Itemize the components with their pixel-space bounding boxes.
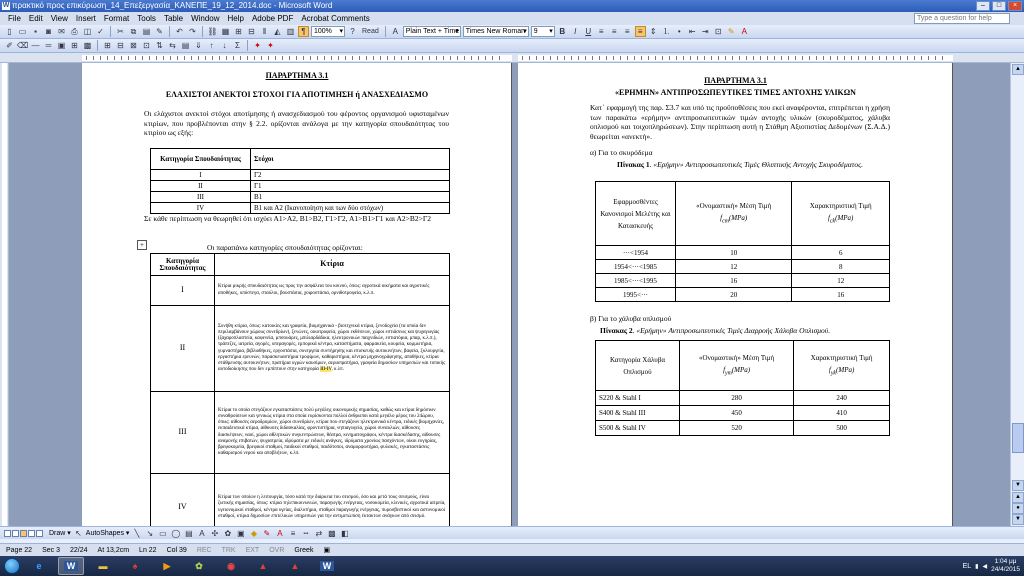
table1-caption-bold: Πίνακας 1 <box>616 160 650 169</box>
status-ovr[interactable]: OVR <box>269 546 285 554</box>
font-combo[interactable]: Times New Roman ▾ <box>463 26 529 37</box>
menu-file[interactable]: File <box>8 14 21 23</box>
highlighted-text: ΙΙΙ-IV <box>320 367 332 373</box>
chrome-taskbar-icon[interactable]: ◉ <box>227 560 235 571</box>
table-row <box>151 170 450 181</box>
table-cell: IV <box>151 203 251 214</box>
status-ext[interactable]: EXT <box>245 546 260 554</box>
left-page-subtitle: ΕΛΑΧΙΣΤΟΙ ΑΝΕΚΤΟΙ ΣΤΟΧΟΙ ΓΙΑ ΑΠΟΤΙΜΗΣΗ ή ΑΝΑΣΧΕΔΙΑΣΜΟ <box>165 90 429 99</box>
formula-subscript: yk <box>830 370 837 377</box>
outside-border-icon[interactable]: ⊞ <box>71 41 78 50</box>
web-view-icon[interactable] <box>12 530 19 537</box>
clock-time: 1:04 μμ <box>994 558 1017 565</box>
word-taskbar-icon[interactable]: W <box>58 557 84 575</box>
toolbar-separator <box>97 40 98 51</box>
table-row <box>151 192 450 203</box>
table-row <box>596 406 890 421</box>
status-page-count: 22/24 <box>70 546 88 554</box>
menu-format[interactable]: Format <box>103 14 130 23</box>
table-cell: 410 <box>794 406 890 421</box>
textbox-icon[interactable]: ▤ <box>185 528 193 538</box>
table-cell: 6 <box>792 246 890 260</box>
toolbar-separator <box>247 40 248 51</box>
table-cell: 1995<··· <box>596 288 676 302</box>
print-icon[interactable]: ⎙ <box>71 26 78 36</box>
unknown-app-taskbar-icon[interactable]: ✿ <box>195 560 203 571</box>
scroll-thumb[interactable] <box>1012 423 1024 453</box>
right-page-subtitle: «ΕΡΗΜΗΝ» ΑΝΤΙΠΡΟΣΩΠΕΥΤΙΚΕΣ ΤΙΜΕΣ ΑΝΤΟΧΗΣ ΥΛΙΚΩΝ <box>615 88 856 97</box>
network-icon[interactable]: ▮ <box>975 563 979 570</box>
autoshapes-menu-button[interactable]: AutoShapes ▾ <box>85 530 130 537</box>
header-text: «Ονομαστική» Μέση Τιμή <box>699 353 775 362</box>
menu-acrobat-comments[interactable]: Acrobat Comments <box>301 14 370 23</box>
categories-table <box>150 253 450 526</box>
header-text: «Ονομαστική» Μέση Τιμή <box>696 201 772 210</box>
read-button[interactable]: Read <box>362 28 379 35</box>
menu-view[interactable]: View <box>50 14 68 23</box>
status-rec[interactable]: REC <box>196 546 212 554</box>
cut-icon[interactable]: ✂ <box>117 27 124 36</box>
table-row <box>596 274 890 288</box>
table-row <box>596 182 890 246</box>
category-ii-text-end: , κ.λπ. <box>331 367 344 373</box>
table-cell: III <box>151 392 215 474</box>
table2-caption-bold: Πίνακας 2 <box>600 326 633 335</box>
table-row <box>151 306 450 392</box>
italic-icon[interactable]: I <box>574 27 577 36</box>
table-cell: 1954<···<1985 <box>596 260 676 274</box>
paste-icon[interactable]: ▤ <box>142 27 151 36</box>
toolbar-separator <box>385 26 386 37</box>
table-row <box>151 392 450 474</box>
formula <box>828 365 855 377</box>
numbering-icon[interactable]: ⒈ <box>662 27 671 36</box>
table-cell: Γ2 <box>251 170 450 181</box>
table-cell: 12 <box>792 274 890 288</box>
right-page-title: ΠΑΡΑΡΤΗΜΑ 3.1 <box>704 76 767 85</box>
concrete-section-label: α) Για το σκυρόδεμα <box>590 148 653 157</box>
scroll-down-icon[interactable]: ▼ <box>1012 480 1024 491</box>
table-cell: Κτίρια μικρής σπουδαιότητας ως προς την ασφάλεια του κοινού, όπως: αγροτικά οικήματα και αγροτικές αποθήκες, υπόστεγα, σταύλοι, βουστάσια, χοιροστάσια, ορνιθοτροφεία, κ.λ.π. <box>215 276 450 306</box>
autoformat-icon[interactable]: ▤ <box>181 41 190 50</box>
document-map-icon[interactable]: ▥ <box>286 27 295 36</box>
table-cell: Γ1 <box>251 181 450 192</box>
reading-view-icon[interactable] <box>36 530 43 537</box>
font-color-icon[interactable]: A <box>277 528 283 538</box>
right-page-intro: Κατ΄ εφαρμογή της παρ. Σ3.7 και υπό τις προϋποθέσεις που εκεί αναφέρονται, επιτρέπεται η χρήση των παρακάτω «ερήμην» αντιπροσωπευτικών τιμών αντοχής υλικών (σκυροδέματος, χάλυβα οπλισμού και τοιχοπληρώσεων). Στην περίπτωση αυτή η Στάθμη Αξιοπιστίας Δεδομένων (Σ.Α.Δ.) θεωρείται «ανεκτή». <box>590 103 890 141</box>
dash-style-icon[interactable]: ┅ <box>303 528 309 538</box>
table-cell: Β1 και Α2 (Ικανοποίηση και των δύο στόχων) <box>251 203 450 214</box>
highlight-icon[interactable]: ✎ <box>727 27 735 36</box>
input-language[interactable]: EL <box>962 562 972 570</box>
table-cell: S400 & Stahl III <box>596 406 680 421</box>
vertical-ruler[interactable] <box>0 63 9 526</box>
print-view-icon[interactable] <box>20 530 27 537</box>
table-cell: 500 <box>794 421 890 436</box>
split-cells-icon[interactable]: ⊠ <box>130 41 137 50</box>
autosum-icon[interactable]: Σ <box>235 41 240 50</box>
underline-icon[interactable]: U <box>585 27 592 36</box>
categories-intro: Οι παραπάνω κατηγορίες σπουδαιότητας ορίζονται: <box>207 243 363 252</box>
table-header <box>676 182 792 246</box>
help-icon[interactable]: ? <box>350 27 355 36</box>
draw-menu-button[interactable]: Draw ▾ <box>49 530 71 537</box>
table-row <box>596 260 890 274</box>
inequality-note: Σε κάθε περίπτωση να θεωρηθεί ότι ισχύει Α1>Α2, Β1>Β2, Γ1>Γ2, Α1>Β1>Γ1 και Α2>Β2>Γ2 <box>144 214 431 223</box>
formula-unit: (MPa) <box>836 365 855 374</box>
styles-pane-icon[interactable]: A <box>392 27 398 36</box>
vertical-ruler-page <box>2 63 7 526</box>
menu-table[interactable]: Table <box>163 14 184 23</box>
distribute-rows-icon[interactable]: ⇅ <box>156 41 163 50</box>
next-page-icon[interactable]: ▼ <box>1012 514 1024 525</box>
draw-table-icon[interactable]: ✐ <box>6 41 13 50</box>
horizontal-ruler[interactable] <box>0 53 1024 63</box>
targets-table <box>150 148 450 214</box>
diagram-icon[interactable]: ✣ <box>211 528 219 538</box>
table-row <box>596 391 890 406</box>
formula-symbol: f <box>827 213 830 222</box>
line-weight-icon[interactable]: ═ <box>45 41 52 50</box>
tables-toolbar <box>0 39 1024 53</box>
align-center-icon[interactable]: ≡ <box>611 27 617 36</box>
arrow-icon[interactable]: ↘ <box>146 528 154 538</box>
pdf-taskbar-icon[interactable]: ▲ <box>258 561 268 571</box>
table-row <box>151 149 450 170</box>
menu-tools[interactable]: Tools <box>137 14 156 23</box>
table-row <box>151 181 450 192</box>
formula <box>827 213 854 225</box>
drawing-icon[interactable]: ◭ <box>274 27 281 36</box>
table-cell: 20 <box>676 288 792 302</box>
formula-unit: (MPa) <box>728 213 748 222</box>
close-button[interactable]: × <box>1008 1 1022 11</box>
table-cell: I <box>151 276 215 306</box>
vertical-scrollbar[interactable] <box>1010 63 1024 526</box>
status-line: Ln 22 <box>139 546 157 554</box>
table-cell: III <box>151 192 251 203</box>
scroll-up-icon[interactable]: ▲ <box>1012 64 1024 75</box>
word-app-icon[interactable]: W <box>2 2 10 9</box>
bullets-icon[interactable]: • <box>677 27 681 36</box>
align-right-icon[interactable]: ≡ <box>624 27 630 36</box>
table-row <box>596 421 890 436</box>
ie-taskbar-icon[interactable]: e <box>36 561 42 571</box>
table-row <box>596 288 890 302</box>
sort-ascending-icon[interactable]: ↑ <box>209 41 214 50</box>
table-cell: ···<1954 <box>596 246 676 260</box>
table-cell: II <box>151 181 251 192</box>
media-player-taskbar-icon[interactable]: ▶ <box>163 560 171 571</box>
table2-caption <box>600 326 900 336</box>
left-page[interactable] <box>82 63 512 526</box>
fill-color-icon[interactable]: ◆ <box>250 528 257 538</box>
shading-icon[interactable]: ▩ <box>83 41 92 50</box>
insert-table-icon[interactable]: ⊞ <box>104 41 111 50</box>
table1-caption <box>590 160 890 170</box>
copy-icon[interactable]: ⧉ <box>130 26 137 36</box>
table-cell: 16 <box>792 288 890 302</box>
table-row <box>151 203 450 214</box>
justify-icon[interactable]: ≡ <box>635 26 646 37</box>
table-cell: 16 <box>676 274 792 288</box>
outline-view-icon[interactable] <box>28 530 35 537</box>
table-cell: S500 & Stahl IV <box>596 421 680 436</box>
category-ii-text: Συνήθη κτίρια, όπως: κατοικίες και γραφεία, βιομηχανικά - βιοτεχνικά κτίρια, ξενοδοχεία (τα οποία δεν περιλαμβάνουν χώρους συνεδρίων), ξενώνες, οικοτροφεία, χώροι εκθέσεων, χώροι εστιάσεως και ψυχαγωγίας (ζαχαροπλαστεία, καφενεία, μπσουάρες, μπιλιαρδάδικα, ηλεκτρονικών παιχνιδιών, εστιατόρια, μπαρ, κ.λ.π.), τράπεζες, ιατρεία, αγορές, υπεραγορές, εμπορικά κέντρα, καταστήματα, φαρμακεία, κουρεία, κομμωτήρια, γυμναστήρια, βιβλιοθήκες, εργοστάσια, συνεργεία συντήρησης και επισκευής αυτοκινήτων, βαφεία, ξυλουργεία, εργαστήρια ερευνών, παρασκευαστήρια τροφίμων, καθαριστήρια, κέντρα μηχανογράφησης, αποθήκες, κτίρια στάθμευσης αυτοκινήτων, πρατήρια υγρών καυσίμων, αεριοπρατήρια, γραφεία δημοσίων υπηρεσιών και τοπικής αυτοδιοίκησης που δεν εμπίπτουν στην κατηγορία <box>218 323 446 373</box>
line-spacing-icon[interactable]: ⇕ <box>649 27 657 36</box>
status-trk[interactable]: TRK <box>221 546 236 554</box>
table-cell: Κτίρια των οποίων η λειτουργία, τόσο κατά την διάρκεια του σεισμού, όσο και μετά τους σεισμούς, είναι ζωτικής σημασίας, όπως: κτίρια τηλεπικοινωνιών, παραγωγής ενέργειας, νοσοκομεία, κλινικές, αγροτικά ιατρεία, υγειονομικοί σταθμοί, κέντρα υγείας, διαλυτήρια, σταθμοί παραγωγής ενέργειας, πυροσβεστικοί και αστυνομικοί σταθμοί, κτίρια δημοσίων επιτελικών υπηρεσιών για την αντιμετώπιση έκτακτων ανάγκων από σεισμό. <box>215 474 450 527</box>
table-row <box>596 341 890 391</box>
decrease-indent-icon[interactable]: ⇤ <box>688 27 696 36</box>
format-painter-icon[interactable]: ✎ <box>156 27 163 36</box>
menu-help[interactable]: Help <box>227 14 244 23</box>
status-column: Col 39 <box>166 546 187 554</box>
table-cell: 520 <box>680 421 794 436</box>
table1-caption-text: . «Ερήμην» Αντιπροσωπευτικές Τιμές Θλιπτικής Αντοχής Σκυροδέματος. <box>649 160 863 169</box>
table2-caption-text: . «Ερήμην» Αντιπροσωπευτικές Τιμές Διαρροής Χάλυβα Οπλισμού. <box>632 326 831 335</box>
table-cell: 12 <box>676 260 792 274</box>
new-document-icon[interactable]: ▯ <box>7 27 12 36</box>
formula <box>723 365 751 377</box>
spelling-icon[interactable]: ✓ <box>97 27 104 36</box>
undo-icon[interactable]: ↶ <box>176 27 183 36</box>
word2-taskbar-icon[interactable]: W <box>314 557 340 575</box>
formula-unit: (MPa) <box>731 365 751 374</box>
status-section: Sec 3 <box>42 546 60 554</box>
acrobat-taskbar-icon[interactable]: ♠ <box>132 561 138 571</box>
normal-view-icon[interactable] <box>4 530 11 537</box>
table-header: Κατηγορία Σπουδαιότητας <box>151 254 215 276</box>
table-cell: 8 <box>792 260 890 274</box>
bold-icon[interactable]: B <box>559 27 566 36</box>
print-preview-icon[interactable]: ◫ <box>83 27 92 36</box>
window-controls <box>976 1 1022 11</box>
table-cell: 10 <box>676 246 792 260</box>
distribute-columns-icon[interactable]: ⇆ <box>169 41 176 50</box>
header-text: Χαρακτηριστική Τιμή <box>809 201 872 210</box>
line-style-icon[interactable]: ≡ <box>290 528 296 538</box>
align-cells-icon[interactable]: ⊡ <box>143 41 150 50</box>
maximize-button[interactable]: □ <box>992 1 1006 11</box>
save-icon[interactable]: ▪ <box>34 27 37 36</box>
system-tray <box>963 556 1020 576</box>
line-style-icon[interactable]: ― <box>31 41 40 50</box>
sort-descending-icon[interactable]: ↓ <box>222 41 227 50</box>
redo-icon[interactable]: ↷ <box>189 27 196 36</box>
table-row <box>151 254 450 276</box>
menu-bar <box>0 12 1024 25</box>
table-cell: 1985<···<1995 <box>596 274 676 288</box>
permission-icon[interactable]: ◙ <box>46 27 51 36</box>
insert-table-icon[interactable]: ⊞ <box>235 27 242 36</box>
tables-borders-icon[interactable]: ▦ <box>221 27 230 36</box>
clock-date: 24/4/2015 <box>991 566 1020 573</box>
3d-style-icon[interactable]: ◧ <box>341 528 349 538</box>
rectangle-icon[interactable]: ▭ <box>159 528 167 538</box>
ruler-ticks <box>522 56 947 60</box>
select-browse-object-icon[interactable]: ● <box>1012 503 1024 514</box>
menu-insert[interactable]: Insert <box>75 14 96 23</box>
menu-edit[interactable]: Edit <box>28 14 43 23</box>
formula-symbol: f <box>828 365 831 374</box>
table-cell: 280 <box>680 391 794 406</box>
table-header <box>792 182 890 246</box>
table-cell: 240 <box>794 391 890 406</box>
select-objects-icon[interactable]: ↖ <box>74 528 82 538</box>
pdf-convert-icon[interactable]: ✦ <box>254 41 261 50</box>
wordart-icon[interactable]: A <box>199 528 205 538</box>
menu-adobe-pdf[interactable]: Adobe PDF <box>251 14 294 23</box>
table-row <box>151 276 450 306</box>
open-folder-icon[interactable]: ▭ <box>18 27 27 36</box>
table-cell: S220 & Stahl I <box>596 391 680 406</box>
header-text: Χαρακτηριστική Τιμή <box>810 353 873 362</box>
concrete-strength-table <box>595 181 890 302</box>
help-search-input[interactable]: Type a question for help <box>914 13 1010 24</box>
formula-subscript: cm <box>722 218 729 225</box>
volume-icon[interactable]: ◀ <box>982 563 988 570</box>
view-buttons <box>4 530 43 537</box>
menu-window[interactable]: Window <box>191 14 220 23</box>
eraser-icon[interactable]: ⌫ <box>16 41 29 50</box>
shadow-style-icon[interactable]: ▩ <box>328 528 336 538</box>
formula-symbol: f <box>720 213 723 222</box>
formula-symbol: f <box>723 365 726 374</box>
table-header: Στόχοι <box>251 149 450 170</box>
previous-page-icon[interactable]: ▲ <box>1012 492 1024 503</box>
toolbar-separator <box>110 26 111 37</box>
explorer-taskbar-icon[interactable]: ▬ <box>98 561 108 571</box>
text-direction-icon[interactable]: ⇓ <box>195 41 202 50</box>
columns-icon[interactable]: ⫴ <box>262 26 267 36</box>
window-title: πρακτικό προς επικύρωση_14_Επεξεργασία_ΚΑΝΕΠΕ_19_12_2014.doc - Microsoft Word <box>12 1 333 10</box>
table-cell: Β1 <box>251 192 450 203</box>
document-area[interactable] <box>9 63 1010 526</box>
drawing-toolbar <box>0 526 1024 539</box>
clipart-icon[interactable]: ✿ <box>224 528 232 538</box>
email-icon[interactable]: ✉ <box>58 27 65 36</box>
align-left-icon[interactable]: ≡ <box>598 27 604 36</box>
table-cell: 450 <box>680 406 794 421</box>
pdf-email-icon[interactable]: ✦ <box>267 41 274 50</box>
table-cell: II <box>151 306 215 392</box>
line-color-icon[interactable]: ✎ <box>263 528 271 538</box>
status-language: Greek <box>294 546 314 554</box>
steel-yield-table <box>595 340 890 436</box>
show-hide-icon[interactable]: ¶ <box>298 26 309 37</box>
table-row <box>151 474 450 527</box>
start-button[interactable] <box>4 558 20 574</box>
table-cell <box>215 306 450 392</box>
pdf2-taskbar-icon[interactable]: ▲ <box>290 561 300 571</box>
table-cell: I <box>151 170 251 181</box>
table-header <box>680 341 794 391</box>
status-at: At 13,2cm <box>97 546 130 554</box>
table-header: Κατηγορία Σπουδαιότητας <box>151 149 251 170</box>
table-header <box>794 341 890 391</box>
excel-icon[interactable]: ⊟ <box>248 27 255 36</box>
font-size-combo[interactable]: 9 ▾ <box>531 26 555 37</box>
standard-toolbar <box>0 25 1024 39</box>
toolbar-separator <box>202 26 203 37</box>
line-icon[interactable]: ╲ <box>134 528 140 538</box>
left-page-intro: Οι ελάχιστοι ανεκτοί στόχοι αποτίμησης ή ανασχεδιασμού του φέροντος οργανισμού υφισταμένων κτιρίων, που προβλέπονται στην § 2.2. ορίζονται ανάλογα με την κατηγορία σπουδαιότητας του κτιρίου ως εξής: <box>144 109 449 137</box>
formula-subscript: ym <box>725 370 732 377</box>
merge-cells-icon[interactable]: ⊟ <box>117 41 124 50</box>
increase-indent-icon[interactable]: ⇥ <box>701 27 709 36</box>
toolbar-separator <box>169 26 170 37</box>
formula-subscript: ck <box>829 218 836 225</box>
borders-icon[interactable]: ⊡ <box>714 27 722 36</box>
ruler-ticks <box>86 56 506 60</box>
zoom-combo[interactable]: 100% ▾ <box>311 26 345 37</box>
font-color-icon[interactable]: A <box>741 27 747 36</box>
table-cell: Κτίρια το οποία στεγάζουν εγκαταστάσεις πολύ μεγάλης οικονομικής σημασίας, καθώς και κτίρια δημόσιων συναθροίσεων και γενικώς κτίρια στα οποία ευρίσκονται πολλοί άνθρωποι κατά μεγάλο μέρος του 24ώρου, όπως: αίθουσες αεροδρομίων, χώροι συνεδρίων, κτίρια που στεγάζουν ηλεκτρονικά κέντρα, ειδικές βιομηχανίες, εκπαιδευτικά κτίρια, αίθουσες διδασκαλίας, φροντιστήρια, νηπιαγωγεία, χώροι συναυλιών, αίθουσες διασκέψεων, ναοί, χώροι αθλητικών συγκεντρώσεων, θέατρα, κινηματογράφοι, κέντρα διασκέδασης, αίθουσες αναμονής επιβατών, ψυχιατρεία, ιδρύματα με ειδικές ανάγκες, ιδρύματα χρονίως πασχόντων, οίκοι ευγηρίας, βρεφοκομεία, βρεφικοί σταθμοί, παιδικοί σταθμοί, παιδότοποι, αναμορφωτήρια, φυλακές, εγκαταστάσεις καθαρισμού νερού και αποβλήτων, κ.λπ. <box>215 392 450 474</box>
table-header: Εφαρμοσθέντες Κανονισμοί Μελέτης και Κατασκευής <box>596 182 676 246</box>
right-page[interactable] <box>518 63 953 526</box>
table-header: Κτίρια <box>215 254 450 276</box>
steel-section-label: β) Για το χάλυβα οπλισμού <box>590 314 672 323</box>
taskbar <box>0 556 1024 576</box>
formula <box>720 213 748 225</box>
oval-icon[interactable]: ◯ <box>171 528 181 538</box>
title-bar <box>0 0 1024 12</box>
left-page-title: ΠΑΡΑΡΤΗΜΑ 3.1 <box>265 71 329 80</box>
clock[interactable] <box>991 558 1020 574</box>
style-combo[interactable]: Plain Text + Time ▾ <box>403 26 461 37</box>
minimize-button[interactable]: – <box>976 1 990 11</box>
border-color-icon[interactable]: ▣ <box>57 41 66 50</box>
formula-unit: (MPa) <box>835 213 854 222</box>
status-bar <box>0 543 1024 556</box>
spelling-status-icon[interactable]: ▣ <box>323 547 331 554</box>
table-header: Κατηγορία Χάλυβα Οπλισμού <box>596 341 680 391</box>
table-cell: IV <box>151 474 215 527</box>
arrow-style-icon[interactable]: ⇄ <box>315 528 323 538</box>
hyperlink-icon[interactable]: ⛓ <box>207 27 218 36</box>
status-page[interactable]: Page 22 <box>6 546 33 554</box>
table-move-handle-icon[interactable]: + <box>137 240 147 250</box>
table-row <box>596 246 890 260</box>
picture-icon[interactable]: ▣ <box>237 528 245 538</box>
